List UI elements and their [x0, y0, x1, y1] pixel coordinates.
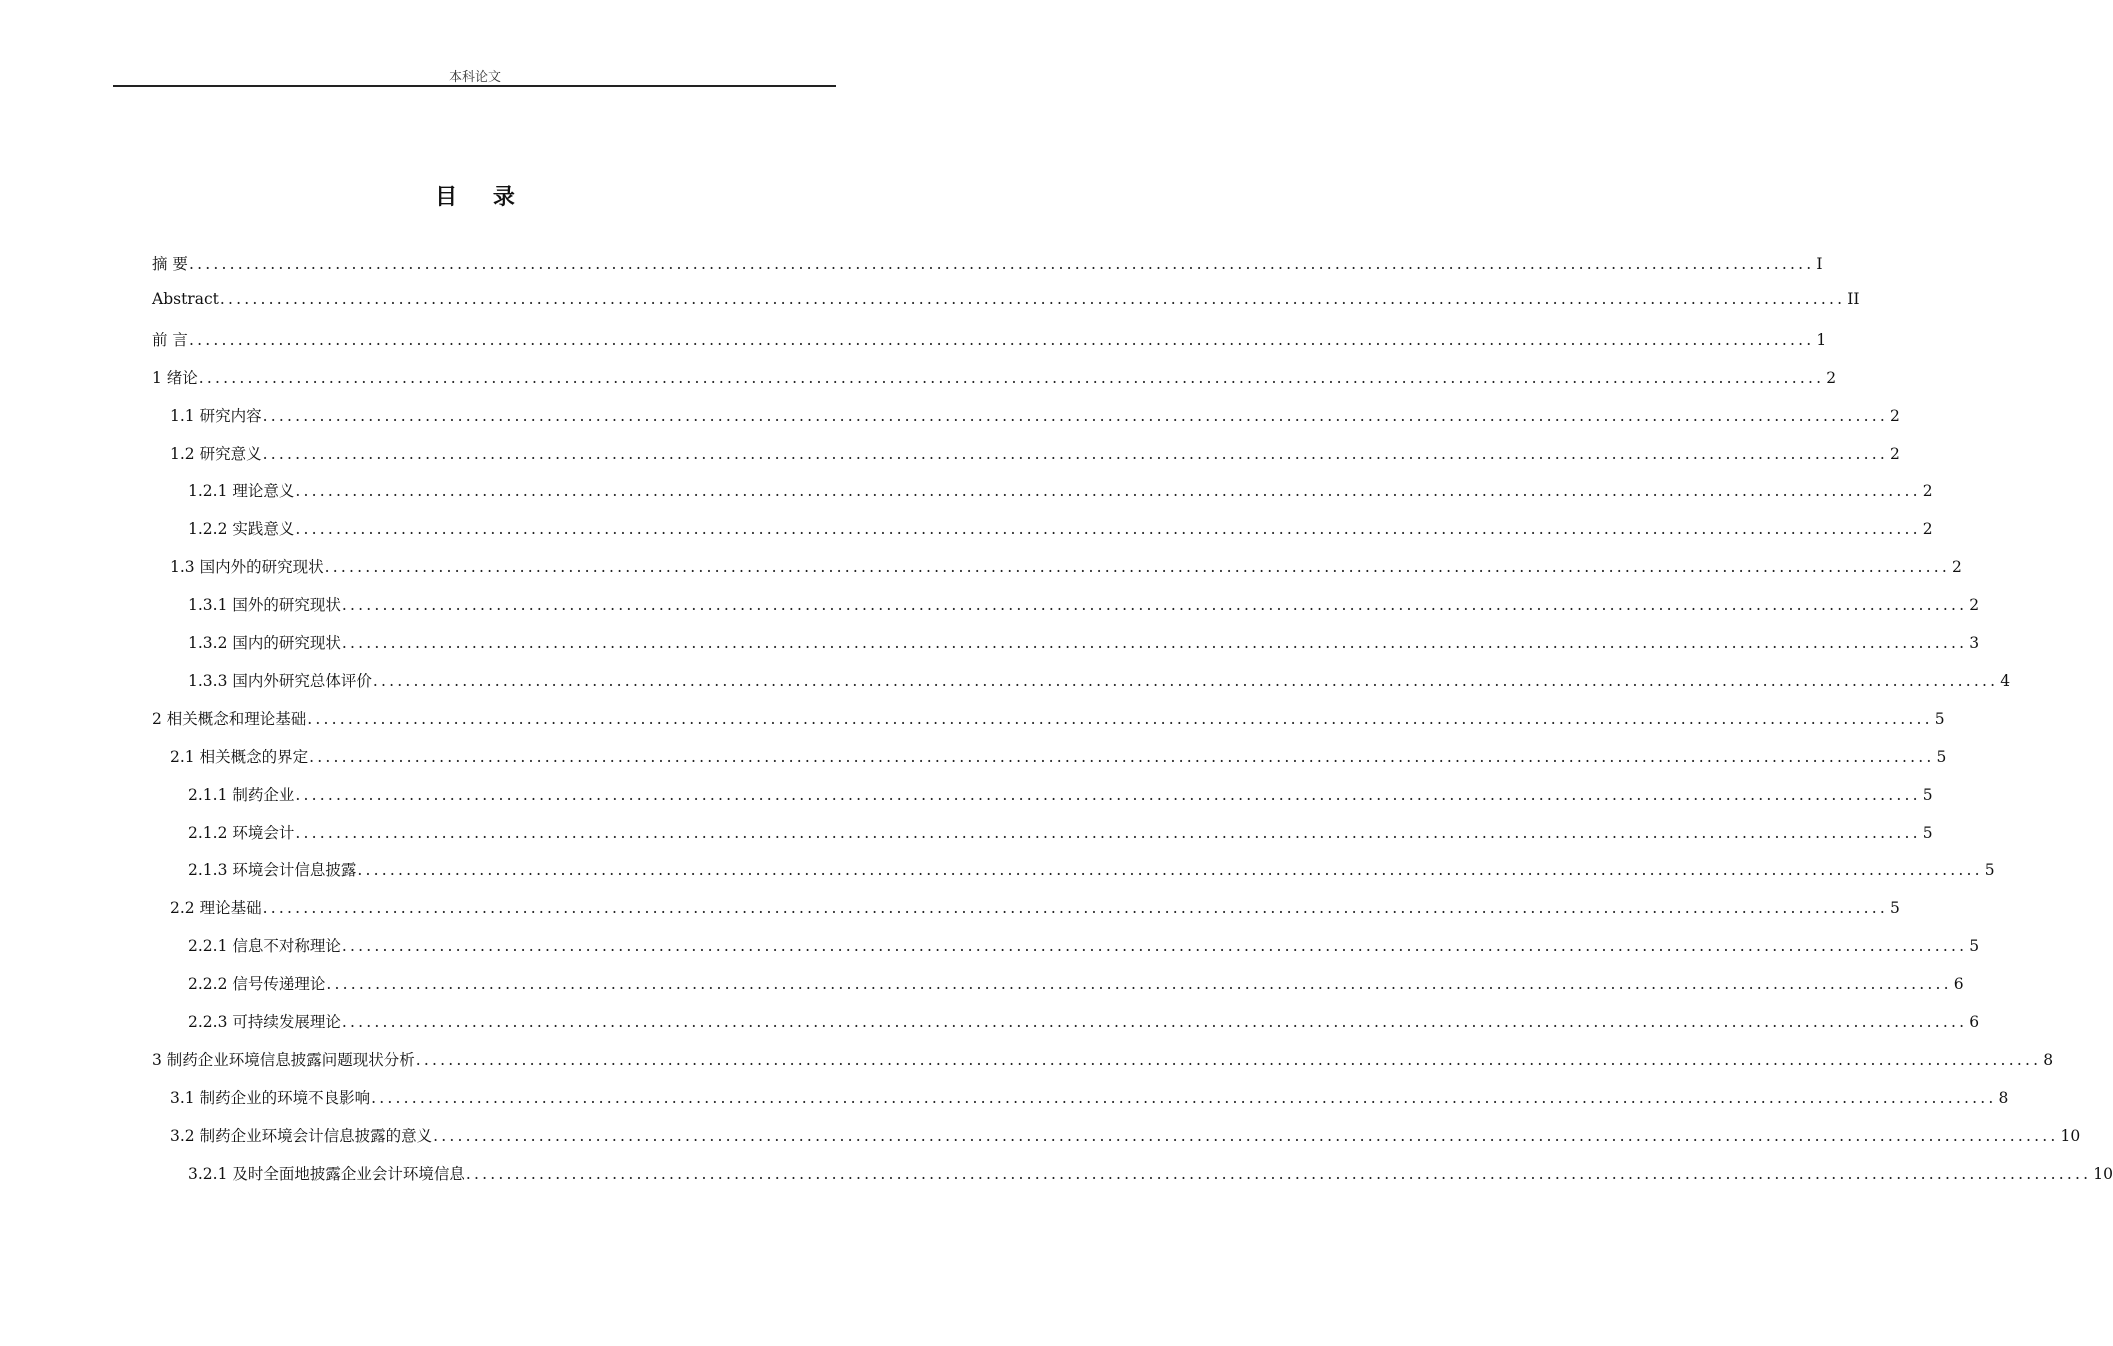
toc-dot-leader: ........................................................................................................................................................................................................: [188, 255, 1815, 273]
toc-dot-leader: ........................................................................................................................................................................................................: [415, 1051, 2042, 1069]
toc-dot-leader: ........................................................................................................................................................................................................: [262, 899, 1888, 917]
toc-entry-page-number: I: [1816, 255, 1823, 273]
toc-entry[interactable]: [170, 442, 1900, 466]
toc-entry[interactable]: [152, 290, 1860, 314]
toc-entry-title: 3.2.1 及时全面地披露企业会计环境信息: [188, 1165, 465, 1183]
toc-entry[interactable]: [188, 669, 2011, 693]
toc-dot-leader: ........................................................................................................................................................................................................: [198, 369, 1825, 387]
toc-entry-page-number: 3: [1969, 634, 1980, 652]
toc-entry-page-number: II: [1847, 290, 1860, 308]
toc-entry-page-number: 5: [1934, 710, 1945, 728]
toc-entry-title: 2.1 相关概念的界定: [170, 748, 309, 766]
toc-entry-title: 2.1.2 环境会计: [188, 824, 295, 842]
toc-entry-title: 1.2 研究意义: [170, 445, 262, 463]
toc-dot-leader: ........................................................................................................................................................................................................: [295, 824, 1921, 842]
toc-entry-title: 2.2.1 信息不对称理论: [188, 937, 341, 955]
toc-entry[interactable]: [188, 1010, 1980, 1034]
toc-dot-leader: ........................................................................................................................................................................................................: [309, 748, 1935, 766]
toc-entry[interactable]: [188, 858, 1995, 882]
toc-entry-page-number: 2: [1951, 558, 1962, 576]
toc-entry-page-number: 10: [2060, 1127, 2081, 1145]
toc-entry-page-number: 5: [1922, 824, 1933, 842]
toc-entry-page-number: 5: [1969, 937, 1980, 955]
toc-entry-page-number: 5: [1984, 861, 1995, 879]
toc-dot-leader: ........................................................................................................................................................................................................: [295, 786, 1921, 804]
toc-entry-page-number: 2: [1969, 596, 1980, 614]
toc-entry-page-number: 10: [2093, 1165, 2113, 1183]
toc-dot-leader: ........................................................................................................................................................................................................: [357, 861, 1983, 879]
toc-entry-page-number: 5: [1889, 899, 1900, 917]
toc-dot-leader: ........................................................................................................................................................................................................: [295, 520, 1921, 538]
toc-entry-title: 1.3.3 国内外研究总体评价: [188, 672, 372, 690]
toc-entry-page-number: 4: [2000, 672, 2011, 690]
toc-dot-leader: ........................................................................................................................................................................................................: [465, 1165, 2092, 1183]
toc-entry-title: 1.2.1 理论意义: [188, 482, 295, 500]
toc-dot-leader: ........................................................................................................................................................................................................: [307, 710, 1933, 728]
toc-entry-title: 2.2.2 信号传递理论: [188, 975, 326, 993]
toc-entry-title: Abstract: [152, 290, 219, 308]
toc-entry-title: 1 绪论: [152, 369, 198, 387]
toc-dot-leader: ........................................................................................................................................................................................................: [341, 596, 1968, 614]
toc-dot-leader: ........................................................................................................................................................................................................: [371, 1089, 1997, 1107]
toc-entry-title: 2.1.3 环境会计信息披露: [188, 861, 357, 879]
toc-entry[interactable]: [152, 707, 1945, 731]
toc-entry[interactable]: [188, 631, 1980, 655]
toc-entry-title: 1.3.2 国内的研究现状: [188, 634, 341, 652]
toc-entry-page-number: 6: [1953, 975, 1964, 993]
toc-entry-page-number: 2: [1922, 482, 1933, 500]
toc-entry-title: 2.2.3 可持续发展理论: [188, 1013, 341, 1031]
toc-dot-leader: ........................................................................................................................................................................................................: [326, 975, 1952, 993]
toc-entry-page-number: 1: [1816, 331, 1827, 349]
toc-entry[interactable]: [170, 896, 1900, 920]
toc-dot-leader: ........................................................................................................................................................................................................: [262, 445, 1888, 463]
toc-entry[interactable]: [188, 593, 1980, 617]
toc-entry[interactable]: [188, 972, 1964, 996]
toc-entry-title: 1.1 研究内容: [170, 407, 262, 425]
toc-entry-page-number: 5: [1936, 748, 1947, 766]
toc-entry-title: 1.2.2 实践意义: [188, 520, 295, 538]
toc-entry-title: 2.1.1 制药企业: [188, 786, 295, 804]
toc-dot-leader: ........................................................................................................................................................................................................: [433, 1127, 2059, 1145]
toc-entry-title: 3.1 制药企业的环境不良影响: [170, 1089, 371, 1107]
toc-entry-title: 3.2 制药企业环境会计信息披露的意义: [170, 1127, 433, 1145]
toc-entry[interactable]: [188, 517, 1933, 541]
toc-entry-page-number: 8: [2043, 1051, 2054, 1069]
toc-entry[interactable]: [170, 555, 1962, 579]
toc-entry-page-number: 2: [1889, 407, 1900, 425]
toc-entry-title: 摘 要: [152, 255, 188, 273]
toc-dot-leader: ........................................................................................................................................................................................................: [262, 407, 1888, 425]
toc-entry-page-number: 2: [1889, 445, 1900, 463]
toc-entry[interactable]: [188, 934, 1980, 958]
toc-entry-title: 2 相关概念和理论基础: [152, 710, 307, 728]
toc-entry[interactable]: [170, 1086, 2009, 1110]
toc-entry-page-number: 5: [1922, 786, 1933, 804]
toc-entry-title: 前 言: [152, 331, 188, 349]
toc-entry[interactable]: [152, 366, 1837, 390]
toc-entry[interactable]: [152, 328, 1827, 352]
toc-dot-leader: ........................................................................................................................................................................................................: [341, 1013, 1968, 1031]
toc-entry-title: 3 制药企业环境信息披露问题现状分析: [152, 1051, 415, 1069]
toc-title: 目 录: [435, 184, 529, 210]
toc-entry-page-number: 2: [1826, 369, 1837, 387]
toc-entry[interactable]: [152, 1048, 2054, 1072]
toc-dot-leader: ........................................................................................................................................................................................................: [219, 290, 1846, 308]
toc-entry-title: 1.3 国内外的研究现状: [170, 558, 324, 576]
toc-entry[interactable]: [188, 479, 1933, 503]
toc-dot-leader: ........................................................................................................................................................................................................: [324, 558, 1950, 576]
toc-entry-page-number: 6: [1969, 1013, 1980, 1031]
toc-dot-leader: ........................................................................................................................................................................................................: [188, 331, 1815, 349]
toc-entry[interactable]: [170, 404, 1900, 428]
toc-entry-title: 1.3.1 国外的研究现状: [188, 596, 341, 614]
running-header: 本科论文: [448, 70, 501, 85]
header-rule: [113, 85, 836, 87]
toc-dot-leader: ........................................................................................................................................................................................................: [341, 937, 1968, 955]
toc-entry-page-number: 2: [1922, 520, 1933, 538]
toc-entry-title: 2.2 理论基础: [170, 899, 262, 917]
toc-entry-page-number: 8: [1998, 1089, 2009, 1107]
toc-entry[interactable]: [188, 1162, 2113, 1186]
toc-dot-leader: ........................................................................................................................................................................................................: [295, 482, 1921, 500]
toc-dot-leader: ........................................................................................................................................................................................................: [341, 634, 1968, 652]
toc-entry[interactable]: [170, 1124, 2081, 1148]
toc-entry[interactable]: [152, 252, 1823, 276]
toc-entry[interactable]: [188, 783, 1933, 807]
toc-entry[interactable]: [188, 821, 1933, 845]
toc-entry[interactable]: [170, 745, 1947, 769]
toc-dot-leader: ........................................................................................................................................................................................................: [372, 672, 1999, 690]
